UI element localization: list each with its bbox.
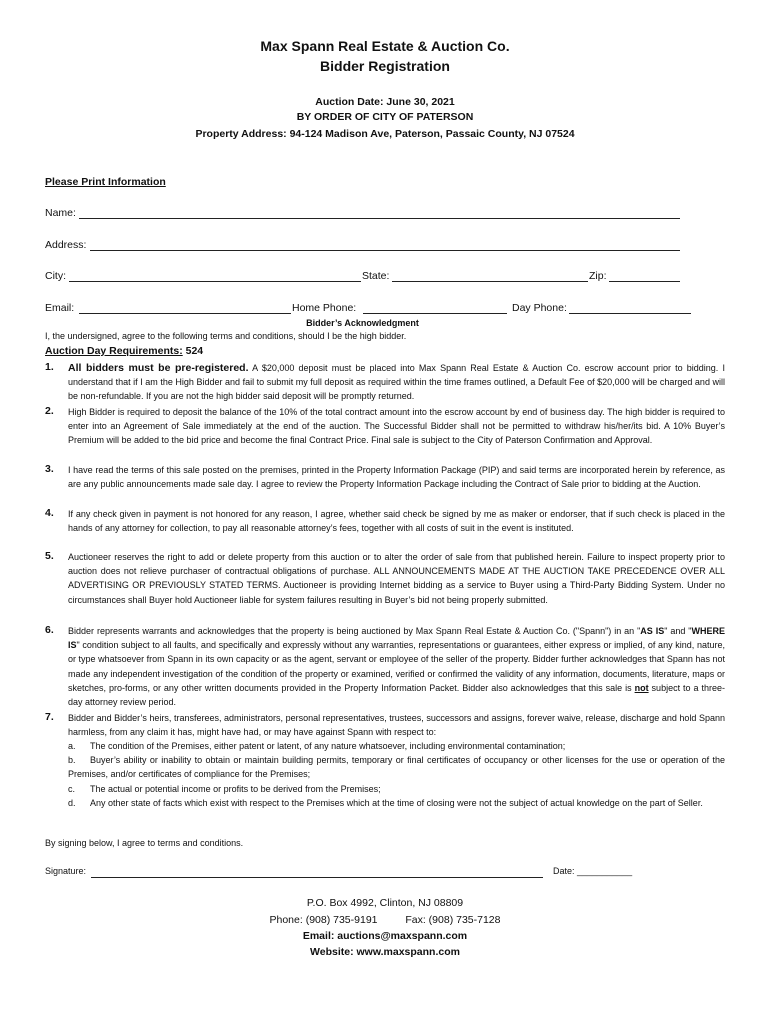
- address-label: Address:: [45, 239, 87, 251]
- home-phone-label: Home Phone:: [292, 302, 357, 314]
- footer-website[interactable]: Website: www.maxspann.com: [310, 946, 460, 958]
- subitem-b: b. Buyer’s ability or inability to obtain or maintain building permits, temporary or final certificates of occupancy or other licenses for the use or operation of the Premises, and/or certificates of compliance for the Premises;: [68, 755, 725, 780]
- requirement-item-3: [45, 463, 725, 491]
- city-state-zip-row: [45, 270, 680, 284]
- state-field[interactable]: [392, 270, 588, 282]
- as-is-term: AS IS: [640, 626, 665, 636]
- email-field[interactable]: [79, 302, 291, 314]
- requirement-item-5: [45, 550, 725, 607]
- requirements-count: 524: [185, 345, 204, 357]
- item-text: If any check given in payment is not honored for any reason, I agree, whether said check be signed by me as maker or endorser, that if such check is placed in the hands of any attorney for collection, to pay all reasonable attorney’s fees, together with all costs of suit in the event is instituted.: [68, 509, 725, 534]
- zip-label: Zip:: [589, 270, 607, 282]
- signature-field[interactable]: [91, 866, 543, 878]
- address-row: [45, 239, 680, 253]
- acknowledgment-intro: I, the undersigned, agree to the following terms and conditions, should I be the high bidder.: [45, 331, 407, 341]
- company-name: Max Spann Real Estate & Auction Co.: [260, 38, 510, 54]
- item-number: 3.: [45, 463, 54, 475]
- contact-row: [45, 302, 680, 316]
- name-label: Name:: [45, 207, 76, 219]
- item-number: 7.: [45, 711, 54, 723]
- zip-field[interactable]: [609, 270, 680, 282]
- signature-row: [45, 866, 685, 880]
- item-text: Bidder and Bidder’s heirs, transferees, administrators, personal representatives, trustees, successors and assigns, forever waive, release, discharge and hold Spann harmless, from any claim it has, might have had, or may have against Spann with respect to:: [68, 713, 725, 738]
- item-number: 4.: [45, 507, 54, 519]
- signature-label: Signature:: [45, 866, 87, 876]
- city-label: City:: [45, 270, 66, 282]
- item-number: 5.: [45, 550, 54, 562]
- item-lead: All bidders must be pre-registered.: [68, 362, 249, 374]
- item-number: 1.: [45, 361, 54, 373]
- requirement-item-7: [45, 711, 725, 739]
- footer-fax: Fax: (908) 735-7128: [405, 914, 501, 926]
- by-order: BY ORDER OF CITY OF PATERSON: [296, 111, 474, 123]
- item-text: High Bidder is required to deposit the balance of the 10% of the total contract amount into the escrow account by end of business day. The high bidder is required to enter into an Agreement of Sale immediately at the end of the auction. The Successful Bidder shall not be permitted to withdraw his/her/its bid. A 10% Buyer’s Premium will be added to the bid price and become the final Contract Price. Final sale is subject to the City of Paterson Confirmation and Approval.: [68, 407, 725, 446]
- acknowledgment-heading: Bidder’s Acknowledgment: [306, 318, 419, 328]
- name-field[interactable]: [79, 207, 680, 219]
- requirement-item-6: [45, 624, 725, 709]
- print-info-heading: Please Print Information: [45, 176, 166, 188]
- subitem-a: a. The condition of the Premises, either patent or latent, of any nature whatsoever, including environmental contamination;: [68, 741, 566, 751]
- release-subitems: [45, 739, 725, 810]
- footer-address: P.O. Box 4992, Clinton, NJ 08809: [306, 897, 464, 909]
- property-address: Property Address: 94-124 Madison Ave, Paterson, Passaic County, NJ 07524: [195, 128, 575, 140]
- auction-date: Auction Date: June 30, 2021: [315, 96, 455, 108]
- requirement-item-4: [45, 507, 725, 535]
- requirements-heading: [45, 345, 203, 357]
- footer-email[interactable]: Email: auctions@maxspann.com: [302, 930, 468, 942]
- footer-phone-fax: [0, 914, 770, 926]
- requirement-item-1: [45, 361, 725, 404]
- footer-phone: Phone: (908) 735-9191: [269, 914, 378, 926]
- name-row: [45, 207, 680, 221]
- requirement-item-2: [45, 405, 725, 448]
- item-number: 6.: [45, 624, 54, 636]
- subitem-d: d. Any other state of facts which exist with respect to the Premises which at the time of closing were not the subject of actual knowledge on the part of Seller.: [68, 797, 703, 808]
- where-is-term: WHERE IS: [68, 626, 725, 651]
- form-title: Bidder Registration: [320, 58, 450, 74]
- not-term: not: [634, 682, 649, 693]
- day-phone-label: Day Phone:: [512, 302, 567, 314]
- item-number: 2.: [45, 405, 54, 417]
- requirements-title: Auction Day Requirements:: [45, 345, 183, 357]
- subitem-c: c. The actual or potential income or profits to be derived from the Premises;: [68, 783, 381, 794]
- address-field[interactable]: [90, 239, 680, 251]
- day-phone-field[interactable]: [569, 302, 691, 314]
- item-text: Auctioneer reserves the right to add or delete property from this auction or to alter the order of sale from that published herein. Failure to inspect property prior to auction does not relieve purchaser of contractual obligations of purchase. ALL ANNOUNCEMENTS MADE AT THE AUCTION TAKE PRECEDENCE OVER ALL ADVERTISING OR PREVIOUSLY STATED TERMS. Auctioneer is providing Internet bidding as a service to Buyer using a Third-Party Bidding System. Under no circumstances shall Buyer hold Auctioneer liable for system failures resulting in Buyer’s bid not being properly submitted.: [68, 552, 725, 605]
- date-field[interactable]: Date: ___________: [553, 866, 633, 876]
- email-label: Email:: [45, 302, 75, 314]
- state-label: State:: [362, 270, 390, 282]
- item-text: Bidder represents warrants and acknowledges that the property is being auctioned by Max Spann Real Estate & Auction Co. ("Spann") in an "AS IS" and "WHERE IS" condition subject to all faults, and specifically and expressly without any warranties, representations or guarantees, either express or implied, of any kind, nature, or type whatsoever from Spann in its own capacity or as the agent, servant or employee of the seller of the property. Bidder further acknowledges that Spann has not made any independent investigation of the condition of the property or examined, verified or confirmed the validity of any information, documents, literature, maps or sketches, pro-forms, or any other written documents provided in the Property Information Packet. Bidder also acknowledges that this sale is not subject to a three-day attorney review period.: [68, 626, 725, 708]
- item-text: A $20,000 deposit must be placed into Max Spann Real Estate & Auction Co. escrow account prior to bidding. I understand that if I am the High Bidder and fail to submit my full deposit as required within the time frames outlined, a Default Fee of $20,000 will be charged and will be non-refundable. If you are not the high bidder said deposit will be promptly returned.: [68, 363, 725, 402]
- city-field[interactable]: [69, 270, 361, 282]
- item-text: I have read the terms of this sale posted on the premises, printed in the Property Information Package (PIP) and said terms are incorporated herein by reference, as are any public announcements made sale day. I agree to review the Property Information Package including the Contract of Sale prior to bidding at the Auction.: [68, 465, 725, 490]
- agree-statement: By signing below, I agree to terms and conditions.: [45, 838, 244, 848]
- home-phone-field[interactable]: [363, 302, 507, 314]
